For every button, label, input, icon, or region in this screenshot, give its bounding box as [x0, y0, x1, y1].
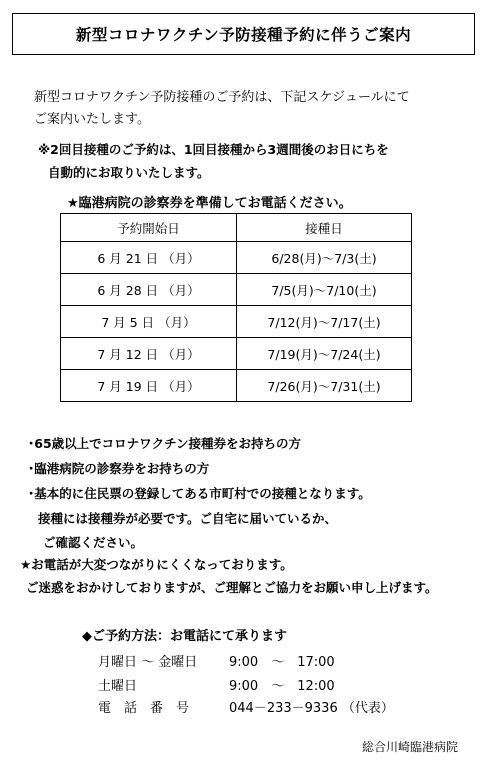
saturday-hours-row: [0, 675, 489, 693]
page-title: 新型コロナワクチン予防接種予約に伴うご案内: [12, 13, 475, 55]
bullet-age-65: ･65歳以上でコロナワクチン接種券をお持ちの方: [28, 436, 302, 451]
bullet-residence: ･基本的に住民票の登録してある市町村での接種となります。: [28, 486, 371, 501]
cell-vaccination-range: 7/19(月)～7/24(土): [237, 338, 412, 370]
cell-vaccination-range: 7/26(月)～7/31(土): [237, 370, 412, 402]
cell-start-date: 7 月 5 日 （月）: [61, 306, 237, 338]
table-row: [61, 242, 412, 274]
table-row: [61, 338, 412, 370]
saturday-label: 土曜日: [98, 679, 138, 694]
phone-number: 044－233－9336 （代表）: [229, 701, 394, 716]
bullet-patient-card: ･臨港病院の診察券をお持ちの方: [28, 461, 210, 476]
table-row: [61, 370, 412, 402]
cell-start-date: 6 月 21 日 （月）: [61, 242, 237, 274]
table-row: [61, 274, 412, 306]
notice-line-1: ★お電話が大変つながりにくくなっております。: [20, 557, 293, 572]
bullet-voucher-required: 接種には接種券が必要です。ご自宅に届いているか、: [38, 511, 338, 526]
header-vaccination-date: 接種日: [237, 214, 412, 242]
table-header-row: [61, 214, 412, 242]
cell-vaccination-range: 7/5(月)～7/10(土): [237, 274, 412, 306]
note-line-2: 自動的にお取りいたします。: [48, 165, 210, 180]
bullet-please-confirm: ご確認ください。: [43, 535, 144, 550]
cell-start-date: 7 月 12 日 （月）: [61, 338, 237, 370]
weekday-hours-row: [0, 651, 489, 669]
cell-vaccination-range: 6/28(月)～7/3(土): [237, 242, 412, 274]
weekday-hours: 9:00 ～ 17:00: [229, 655, 335, 670]
hospital-name: 総合川崎臨港病院: [362, 740, 459, 754]
phone-row: [0, 697, 489, 715]
phone-label: 電 話 番 号: [98, 701, 190, 716]
intro-line-1: 新型コロナワクチン予防接種のご予約は、下記スケジュールにて: [34, 90, 410, 105]
cell-start-date: 7 月 19 日 （月）: [61, 370, 237, 402]
reservation-heading: ◆ご予約方法：お電話にて承ります: [82, 629, 287, 644]
notice-line-2: ご迷惑をおかけしておりますが、ご理解とご協力をお願い申し上げます。: [26, 580, 438, 595]
cell-vaccination-range: 7/12(月)～7/17(土): [237, 306, 412, 338]
saturday-hours: 9:00 ～ 12:00: [229, 679, 335, 694]
intro-line-2: ご案内いたします。: [34, 112, 150, 127]
note-line-1: ※2回目接種のご予約は、1回目接種から3週間後のお日にちを: [38, 142, 389, 157]
weekday-label: 月曜日 ～ 金曜日: [98, 655, 198, 670]
schedule-table: [60, 213, 412, 402]
table-row: [61, 306, 412, 338]
table-heading: ★臨港病院の診察券を準備してお電話ください。: [67, 196, 352, 211]
header-reservation-start: 予約開始日: [61, 214, 237, 242]
cell-start-date: 6 月 28 日 （月）: [61, 274, 237, 306]
